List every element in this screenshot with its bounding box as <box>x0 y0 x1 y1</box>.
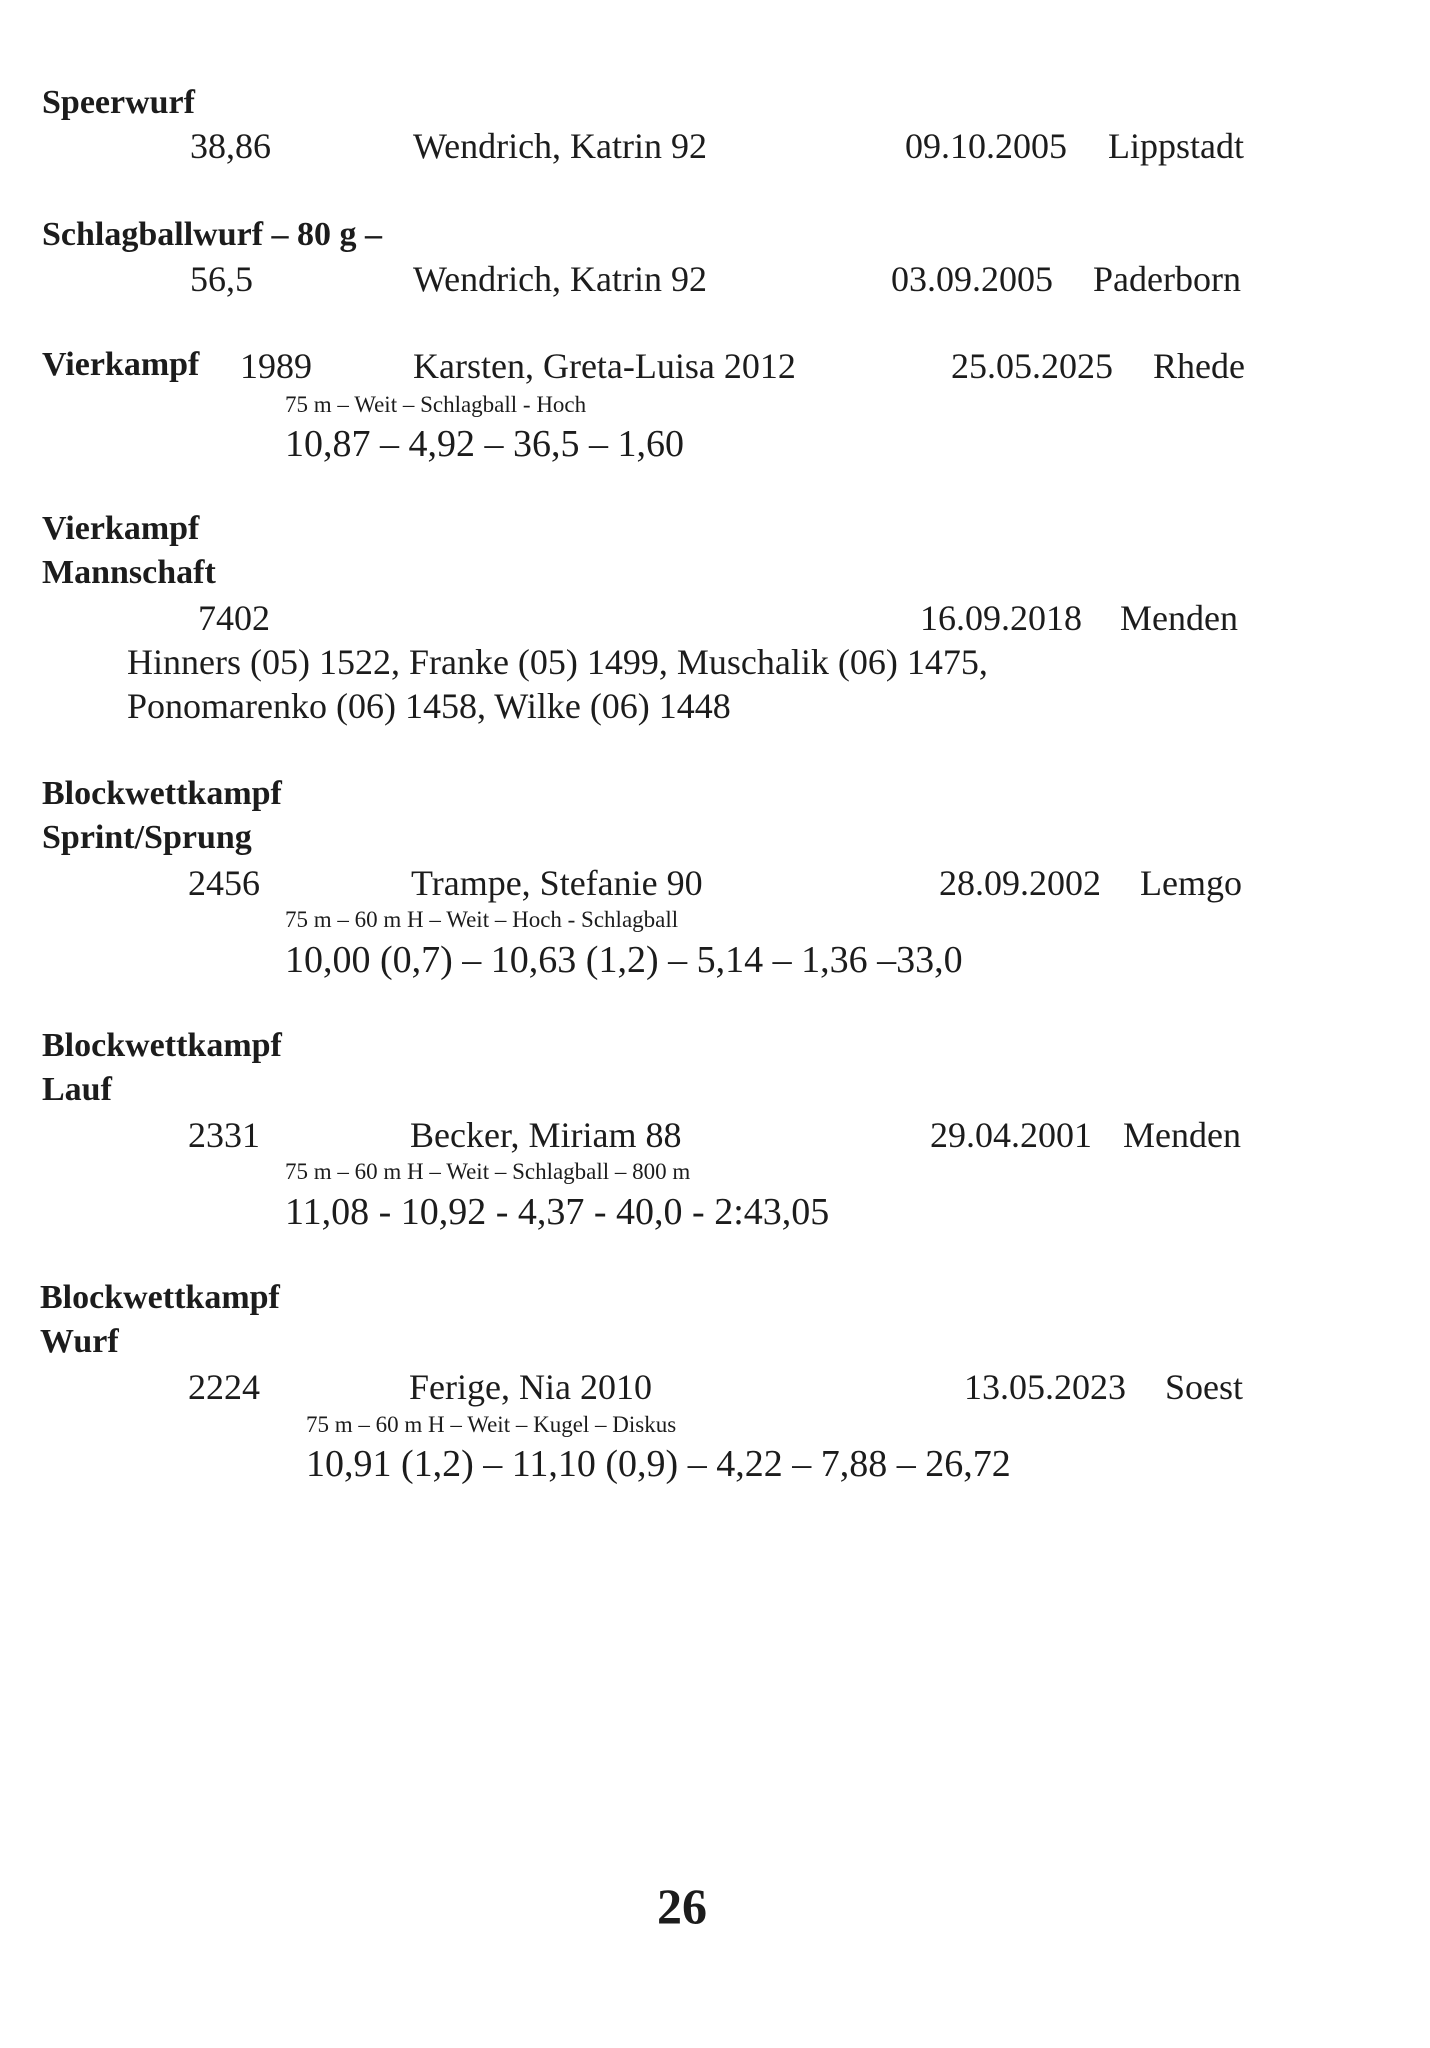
athlete-name: Wendrich, Katrin 92 <box>413 259 708 299</box>
entry-date: 28.09.2002 <box>939 863 1101 903</box>
entry-value: 2224 <box>188 1367 260 1407</box>
entry-date: 09.10.2005 <box>905 126 1067 166</box>
page-number: 26 <box>657 1878 707 1934</box>
entry-value: 2331 <box>188 1115 260 1155</box>
entry-heading: Blockwettkampf <box>42 1027 282 1064</box>
athlete-name: Wendrich, Katrin 92 <box>413 126 708 166</box>
entry-date: 25.05.2025 <box>951 346 1113 386</box>
athlete-name: Becker, Miriam 88 <box>410 1115 682 1155</box>
entry-heading: Speerwurf <box>42 84 195 121</box>
entry-value: 2456 <box>188 863 260 903</box>
entry-value: 38,86 <box>190 126 271 166</box>
entry-heading: Blockwettkampf <box>42 775 282 812</box>
entry-date: 16.09.2018 <box>920 598 1082 638</box>
entry-date: 13.05.2023 <box>964 1367 1126 1407</box>
entry-subheading: Wurf <box>40 1323 119 1360</box>
disciplines-list: 75 m – 60 m H – Weit – Kugel – Diskus <box>306 1412 677 1437</box>
entry-heading: Vierkampf <box>42 510 200 547</box>
team-members-line: Ponomarenko (06) 1458, Wilke (06) 1448 <box>127 686 731 726</box>
disciplines-list: 75 m – 60 m H – Weit – Hoch - Schlagball <box>285 907 679 932</box>
entry-subheading: Mannschaft <box>42 554 216 591</box>
entry-place: Lemgo <box>1140 863 1242 903</box>
entry-place: Menden <box>1120 598 1238 638</box>
entry-subheading: Sprint/Sprung <box>42 819 252 856</box>
results-line: 10,87 – 4,92 – 36,5 – 1,60 <box>285 423 684 465</box>
entry-heading: Blockwettkampf <box>40 1279 280 1316</box>
entry-value: 1989 <box>240 346 312 386</box>
entry-date: 29.04.2001 <box>930 1115 1092 1155</box>
athlete-name: Ferige, Nia 2010 <box>409 1367 652 1407</box>
athlete-name: Trampe, Stefanie 90 <box>411 863 703 903</box>
athlete-name: Karsten, Greta-Luisa 2012 <box>413 346 796 386</box>
entry-value: 56,5 <box>190 259 253 299</box>
team-members-line: Hinners (05) 1522, Franke (05) 1499, Muschalik (06) 1475, <box>127 642 988 682</box>
results-line: 11,08 - 10,92 - 4,37 - 40,0 - 2:43,05 <box>285 1191 830 1233</box>
entry-place: Menden <box>1123 1115 1241 1155</box>
disciplines-list: 75 m – Weit – Schlagball - Hoch <box>285 392 587 417</box>
entry-place: Rhede <box>1153 346 1245 386</box>
results-line: 10,00 (0,7) – 10,63 (1,2) – 5,14 – 1,36 –33,0 <box>285 939 963 981</box>
disciplines-list: 75 m – 60 m H – Weit – Schlagball – 800 m <box>285 1159 691 1184</box>
entry-value: 7402 <box>198 598 270 638</box>
results-line: 10,91 (1,2) – 11,10 (0,9) – 4,22 – 7,88 – 26,72 <box>306 1443 1011 1485</box>
entry-heading: Schlagballwurf – 80 g – <box>42 216 383 253</box>
entry-heading: Vierkampf <box>42 346 200 383</box>
entry-place: Lippstadt <box>1108 126 1244 166</box>
entry-place: Paderborn <box>1093 259 1241 299</box>
entry-subheading: Lauf <box>42 1071 112 1108</box>
entry-date: 03.09.2005 <box>891 259 1053 299</box>
entry-place: Soest <box>1165 1367 1244 1407</box>
